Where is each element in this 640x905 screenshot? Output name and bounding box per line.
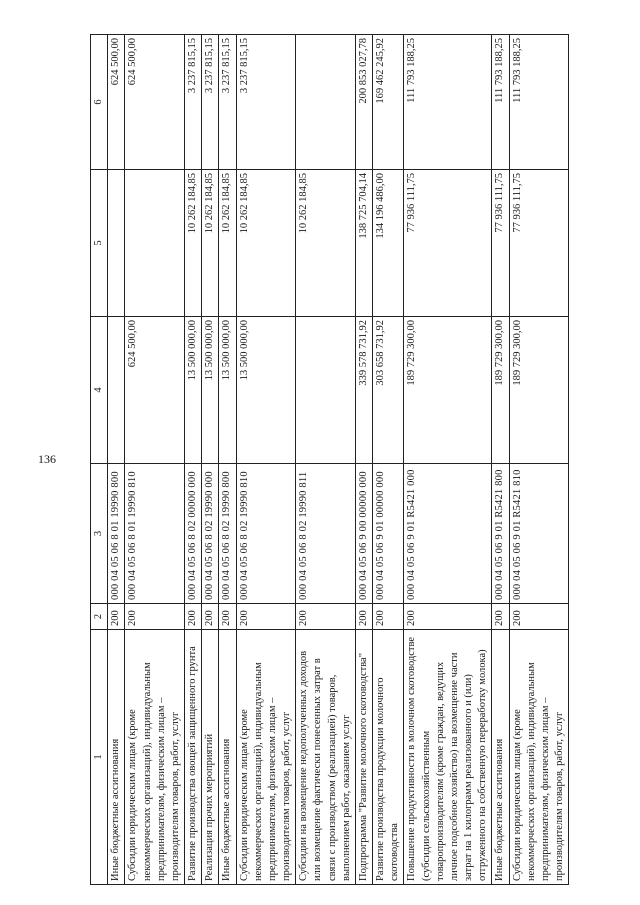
row-value-5 [125,170,185,317]
row-value-4: 303 658 731,92 [373,317,404,464]
row-value-6: 624 500,00 [108,35,125,170]
rotated-content [90,35,624,885]
row-value-6: 3 237 815,15 [219,35,236,170]
header-cell: 5 [91,170,108,317]
row-admin-code: 200 [492,604,509,630]
row-admin-code: 200 [355,604,372,630]
row-value-6: 111 793 188,25 [509,35,569,170]
row-value-5: 10 262 184,85 [236,170,296,317]
row-name: Субсидии юридическим лицам (кроме некоммерческих организаций), индивидуальным предпринимателям, физическим лицам – производителям товаров, работ, услуг [125,630,185,885]
row-value-6: 3 237 815,15 [236,35,296,170]
row-value-6: 111 793 188,25 [404,35,492,170]
row-value-5: 77 936 111,75 [492,170,509,317]
row-value-4: 13 500 000,00 [202,317,219,464]
row-value-4: 624 500,00 [125,317,185,464]
header-cell: 2 [91,604,108,630]
row-value-6: 169 462 245,92 [373,35,404,170]
header-cell: 4 [91,317,108,464]
row-budget-code: 000 04 05 06 9 01 R5421 810 [509,464,569,604]
row-name: Развитие производства продукции молочного скотоводства [373,630,404,885]
table-row [373,35,404,885]
row-value-4: 13 500 000,00 [236,317,296,464]
budget-table [90,34,569,885]
row-value-4: 189 729 300,00 [492,317,509,464]
row-value-5: 10 262 184,85 [296,170,356,317]
row-admin-code: 200 [509,604,569,630]
table-row [108,35,125,885]
row-value-5: 77 936 111,75 [509,170,569,317]
page-number: 136 [38,452,56,466]
table-row [202,35,219,885]
row-value-4: 339 578 731,92 [355,317,372,464]
row-value-4 [296,317,356,464]
row-name: Субсидии юридическим лицам (кроме некоммерческих организаций), индивидуальным предпринимателям, физическим лицам – производителям товаров, работ, услуг [236,630,296,885]
row-value-4: 13 500 000,00 [185,317,202,464]
row-admin-code: 200 [236,604,296,630]
row-budget-code: 000 04 05 06 8 02 19990 811 [296,464,356,604]
table-row [509,35,569,885]
header-cell: 1 [91,630,108,885]
row-name: Повышение продуктивности в молочном скотоводстве (субсидии сельскохозяйственным товаропроизводителям (кроме граждан, ведущих личное подсобное хозяйство) на возмещение части затрат на 1 килограмм реализованного и (или) отгруженного на собственную переработку молока) [404,630,492,885]
row-budget-code: 000 04 05 06 8 02 19990 800 [219,464,236,604]
row-value-4 [108,317,125,464]
row-admin-code: 200 [404,604,492,630]
row-budget-code: 000 04 05 06 8 02 00000 000 [185,464,202,604]
row-value-6: 3 237 815,15 [202,35,219,170]
row-name: Развитие производства овощей защищенного грунта [185,630,202,885]
row-name: Реализация прочих мероприятий [202,630,219,885]
row-name: Иные бюджетные ассигнования [108,630,125,885]
row-value-6: 200 853 027,78 [355,35,372,170]
row-budget-code: 000 04 05 06 8 01 19990 810 [125,464,185,604]
row-value-5: 10 262 184,85 [202,170,219,317]
row-value-4: 189 729 300,00 [404,317,492,464]
table-row [236,35,296,885]
row-admin-code: 200 [202,604,219,630]
row-budget-code: 000 04 05 06 8 02 19990 810 [236,464,296,604]
row-value-5 [108,170,125,317]
row-value-6: 111 793 188,25 [492,35,509,170]
row-value-5: 134 196 486,00 [373,170,404,317]
row-budget-code: 000 04 05 06 9 01 R5421 800 [492,464,509,604]
row-value-4: 189 729 300,00 [509,317,569,464]
table-row [219,35,236,885]
table-row [296,35,356,885]
row-name: Иные бюджетные ассигнования [492,630,509,885]
row-value-5: 138 725 704,14 [355,170,372,317]
row-value-6 [296,35,356,170]
row-value-6: 624 500,00 [125,35,185,170]
row-value-5: 10 262 184,85 [219,170,236,317]
table-row [185,35,202,885]
table-row [404,35,492,885]
table-row [355,35,372,885]
row-value-6: 3 237 815,15 [185,35,202,170]
rotated-table-area [90,35,624,885]
row-name: Подпрограмма "Развитие молочного скотоводства" [355,630,372,885]
table-header-row [91,35,108,885]
row-value-5: 10 262 184,85 [185,170,202,317]
row-admin-code: 200 [373,604,404,630]
row-budget-code: 000 04 05 06 8 01 19990 800 [108,464,125,604]
table-row [492,35,509,885]
row-name: Субсидии юридическим лицам (кроме некоммерческих организаций), индивидуальным предпринимателям, физическим лицам – производителям товаров, работ, услуг [509,630,569,885]
row-value-4: 13 500 000,00 [219,317,236,464]
row-budget-code: 000 04 05 06 9 01 R5421 000 [404,464,492,604]
row-admin-code: 200 [185,604,202,630]
row-budget-code: 000 04 05 06 9 00 00000 000 [355,464,372,604]
row-name: Иные бюджетные ассигнования [219,630,236,885]
row-admin-code: 200 [108,604,125,630]
header-cell: 3 [91,464,108,604]
header-cell: 6 [91,35,108,170]
row-value-5: 77 936 111,75 [404,170,492,317]
row-admin-code: 200 [219,604,236,630]
row-admin-code: 200 [296,604,356,630]
row-budget-code: 000 04 05 06 8 02 19990 000 [202,464,219,604]
row-budget-code: 000 04 05 06 9 01 00000 000 [373,464,404,604]
table-row [125,35,185,885]
row-name: Субсидии на возмещение недополученных доходов или возмещение фактически понесенных затрат в связи с производством (реализацией) товаров, выполнением работ, оказанием услуг [296,630,356,885]
row-admin-code: 200 [125,604,185,630]
